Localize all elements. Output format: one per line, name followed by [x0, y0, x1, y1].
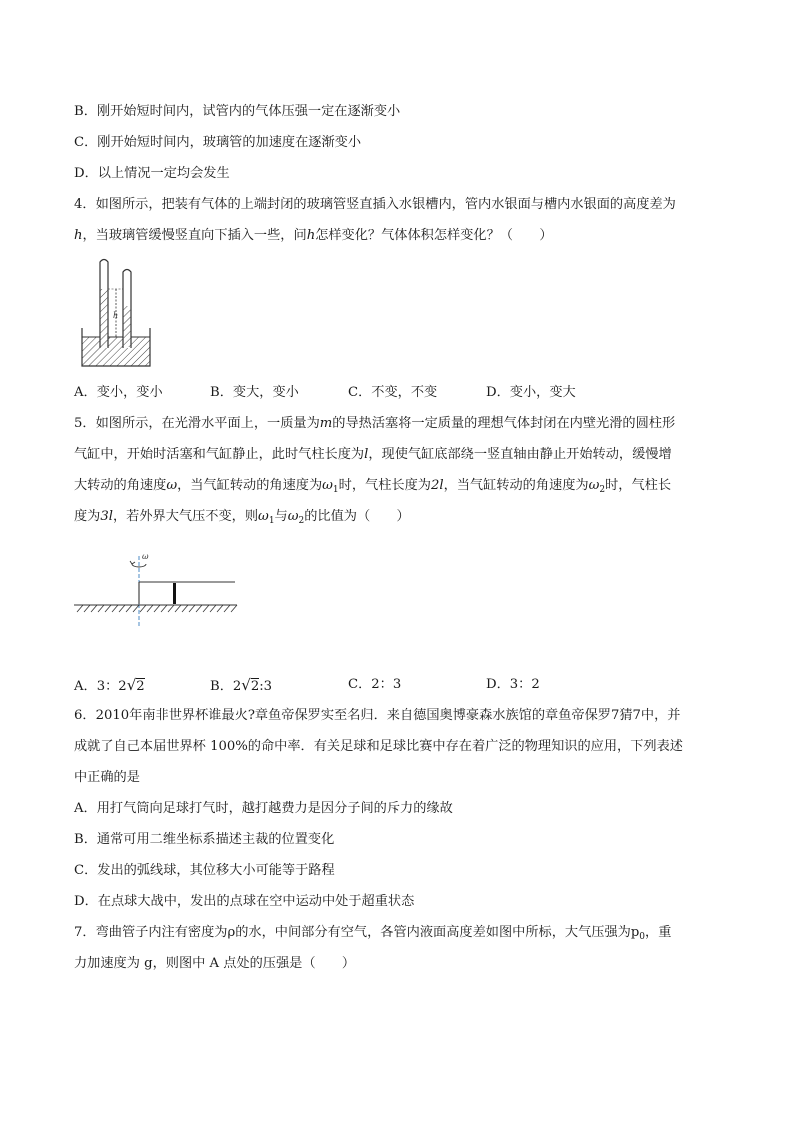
q5-stem-line4: 度为3l，若外界大气压不变，则$\omega_1$与$\omega_2$的比值为（ ）	[74, 509, 410, 526]
q4-stem-line1: 4．如图所示，把装有气体的上端封闭的玻璃管竖直插入水银槽内，管内水银面与槽内水银面的高度差为	[74, 197, 676, 212]
q4-stem-line2: h，当玻璃管缓慢竖直向下插入一些，问h怎样变化？气体体积怎样变化？（ ）	[74, 228, 553, 243]
q5-figure-omega-label: ω	[142, 552, 149, 561]
q4-figure	[78, 256, 158, 372]
q5-figure	[72, 548, 242, 628]
q7-stem-line2: 力加速度为 g，则图中 A 点处的压强是（ ）	[74, 956, 356, 971]
q5-option-a: A．3：2√2	[74, 676, 145, 694]
q6-stem-line1: 6．2010年南非世界杯谁最火?章鱼帝保罗实至名归．来自德国奥博豪森水族馆的章鱼帝保罗7猜7中，并	[74, 708, 681, 723]
q3-option-b: B．刚开始短时间内，试管内的气体压强一定在逐渐变小	[74, 104, 401, 119]
q3-option-d: D．以上情况一定均会发生	[74, 166, 230, 181]
q4-figure-h-label: h	[113, 311, 119, 320]
q7-stem-line1: 7．弯曲管子内注有密度为ρ的水，中间部分有空气，各管内液面高度差如图中所标，大气压强为$p_0$，重	[74, 925, 672, 942]
q5-stem-line2: 气缸中，开始时活塞和气缸静止，此时气柱长度为l，现使气缸底部绕一竖直轴由静止开始转动，缓慢增	[74, 447, 672, 462]
q4-option-b: B．变大，变小	[210, 385, 299, 400]
q4-option-a: A．变小，变小	[74, 385, 163, 400]
q6-stem-line3: 中正确的是	[74, 770, 140, 785]
q6-option-c: C．发出的弧线球，其位移大小可能等于路程	[74, 863, 335, 878]
q5-option-d: D．3：2	[486, 677, 540, 692]
q4-option-c: C．不变，不变	[348, 385, 438, 400]
q5-stem-line3: 大转动的角速度ω，当气缸转动的角速度为$\omega_1$时，气柱长度为2l，当气缸转动的角速度为$\omega_2$时，气柱长	[74, 478, 672, 495]
q6-option-a: A．用打气筒向足球打气时，越打越费力是因分子间的斥力的缘故	[74, 801, 453, 816]
q5-stem-line1: 5．如图所示，在光滑水平面上，一质量为m的导热活塞将一定质量的理想气体封闭在内壁光滑的圆柱形	[74, 416, 676, 431]
q4-option-d: D．变小，变大	[486, 385, 576, 400]
q3-option-c: C．刚开始短时间内，玻璃管的加速度在逐渐变小	[74, 135, 362, 150]
q5-option-b: B．2√2:3	[210, 676, 273, 694]
q6-option-b: B．通常可用二维坐标系描述主裁的位置变化	[74, 832, 335, 847]
q6-stem-line2: 成就了自己本届世界杯 100%的命中率．有关足球和足球比赛中存在着广泛的物理知识的应用，下列表述	[74, 739, 683, 754]
q5-option-c: C．2：3	[348, 677, 402, 692]
q6-option-d: D．在点球大战中，发出的点球在空中运动中处于超重状态	[74, 894, 415, 909]
